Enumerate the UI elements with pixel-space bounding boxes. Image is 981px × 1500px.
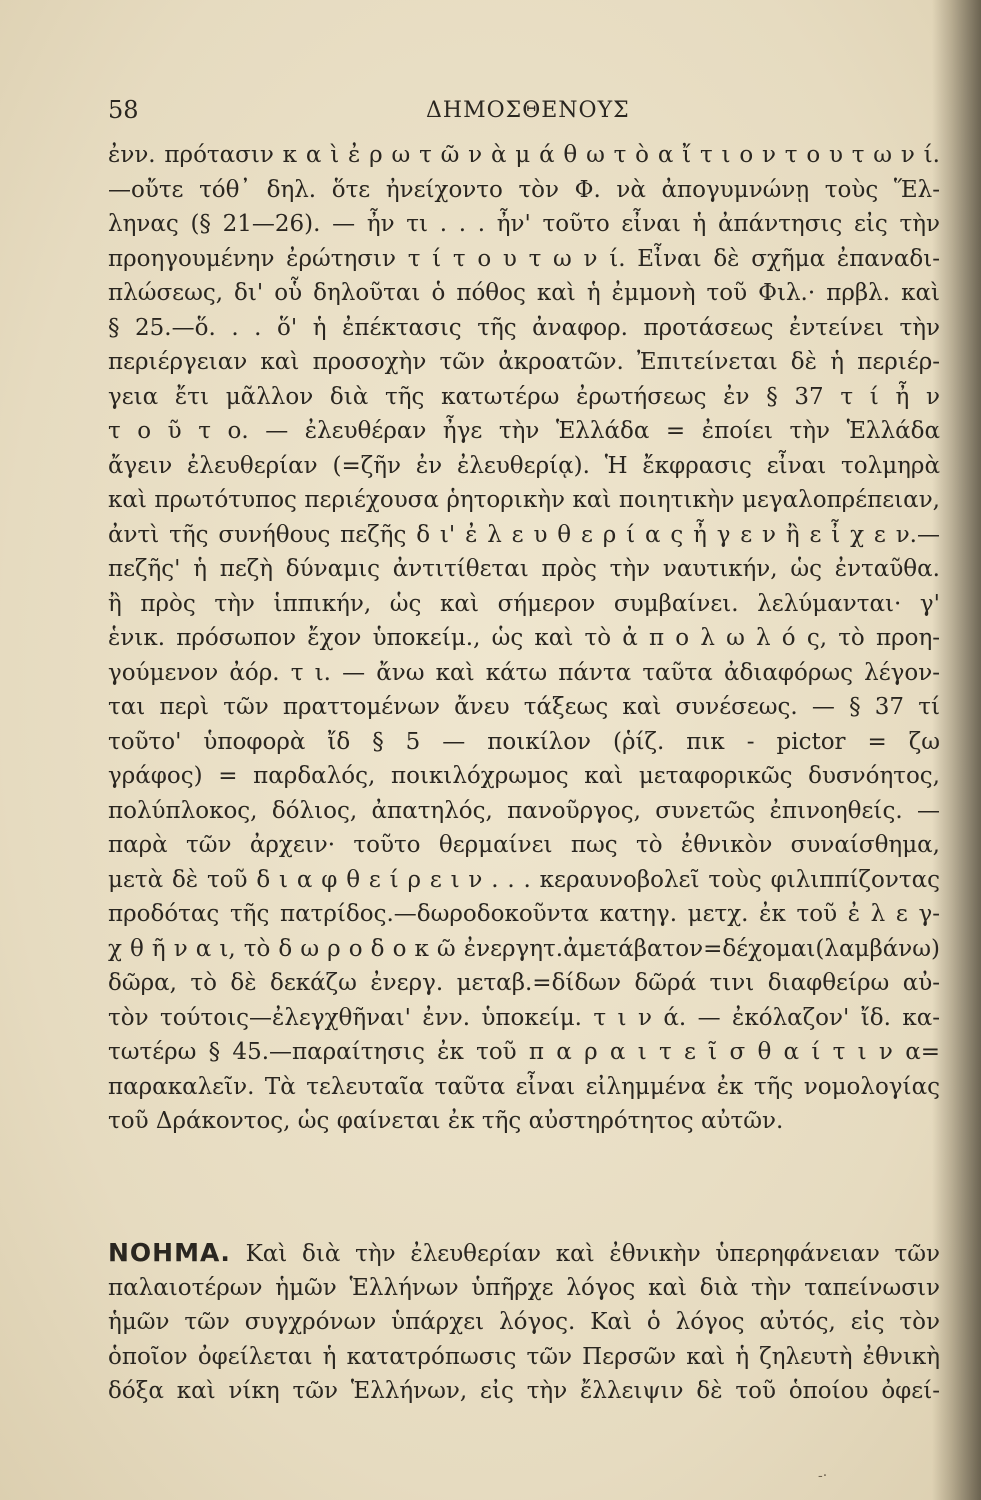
commentary-line: τοῦτο' ὑποφορὰ ἴδ § 5 — ποικίλον (ῥίζ. πικ - pictor = ζω [108, 728, 940, 755]
commentary-line: τ ο ῦ τ ο. — ἐλευθέραν ἦγε τὴν Ἑλλάδα = ἐποίει τὴν Ἑλλάδα [108, 418, 940, 444]
commentary-line: τοῦ Δράκοντος, ὡς φαίνεται ἐκ τῆς αὐστηρότητος αὐτῶν. [108, 1108, 784, 1134]
commentary-line: προδότας τῆς πατρίδος.—δωροδοκοῦντα κατηγ. μετχ. ἐκ τοῦ ἐ λ ε γ- [108, 901, 940, 927]
commentary-line: προηγουμένην ἐρώτησιν τ ί τ ο υ τ ω ν ί. Εἶναι δὲ σχῆμα ἐπαναδι- [108, 245, 940, 272]
noema-line: ὁποῖον ὀφείλεται ἡ κατατρόπωσις τῶν Περσῶν καὶ ἡ ζηλευτὴ ἐθνικὴ [108, 1343, 940, 1370]
page-header [108, 96, 938, 130]
commentary-line: μετὰ δὲ τοῦ δ ι α φ θ ε ί ρ ε ι ν . . . κεραυνοβολεῖ τοὺς φιλιππίζοντας [108, 866, 940, 893]
commentary-line: ἑνικ. πρόσωπον ἔχον ὑποκείμ., ὡς καὶ τὸ ἀ π ο λ ω λ ό ς, τὸ προη- [108, 625, 940, 651]
noema-section [108, 1236, 940, 1409]
commentary-line: παρὰ τῶν ἀρχειν· τοῦτο θερμαίνει πως τὸ ἐθνικὸν συναίσθημα, [108, 832, 940, 858]
commentary-line: πλώσεως, δι' οὗ δηλοῦται ὁ πόθος καὶ ἡ ἐμμονὴ τοῦ Φιλ.· πρβλ. καὶ [108, 280, 940, 306]
noema-first-line [108, 1236, 940, 1271]
commentary-line: πεζῆς' ἡ πεζὴ δύναμις ἀντιτίθεται πρὸς τὴν ναυτικήν, ὡς ἐνταῦθα. [108, 556, 940, 582]
commentary-line: καὶ πρωτότυπος περιέχουσα ῥητορικὴν καὶ ποιητικὴν μεγαλοπρέπειαν, [108, 487, 940, 513]
noema-line: παλαιοτέρων ἡμῶν Ἑλλήνων ὑπῆρχε λόγος καὶ διὰ τὴν ταπείνωσιν [108, 1274, 940, 1301]
commentary-line: ἐνν. πρότασιν κ α ὶ ἐ ρ ω τ ῶ ν ὰ μ ά θ ω τ ὸ α ἴ τ ι ο ν τ ο υ τ ω ν ί. [108, 142, 940, 168]
noema-line: δόξα καὶ νίκη τῶν Ἑλλήνων, εἰς τὴν ἔλλειψιν δὲ τοῦ ὁποίου ὀφεί- [108, 1378, 940, 1405]
commentary-line: § 25.—ὅ. . . ὅ' ἡ ἐπέκτασις τῆς ἀναφορ. προτάσεως ἐντείνει τὴν [108, 314, 940, 341]
commentary-line: περιέργειαν καὶ προσοχὴν τῶν ἀκροατῶν. Ἐπιτείνεται δὲ ἡ περιέρ- [108, 349, 940, 375]
commentary-line: χ θ ῆ ν α ι, τὸ δ ω ρ ο δ ο κ ῶ ἐνεργητ.ἀμετάβατον=δέχομαι(λαμβάνω) [108, 935, 940, 962]
commentary-line: δῶρα, τὸ δὲ δεκάζω ἐνεργ. μεταβ.=δίδων δῶρά τινι διαφθείρω αὐ- [108, 970, 940, 996]
commentary-line: ληνας (§ 21—26). — ἦν τι . . . ἦν' τοῦτο εἶναι ἡ ἀπάντησις εἰς τὴν [108, 211, 940, 237]
commentary-text [108, 138, 940, 1139]
running-title: ΔΗΜΟΣΘΕΝΟΥΣ [426, 98, 630, 123]
commentary-line: ἢ πρὸς τὴν ἱππικήν, ὡς καὶ σήμερον συμβαίνει. λελύμανται· γ' [108, 590, 940, 617]
page-number: 58 [108, 96, 139, 124]
commentary-line: ἄγειν ἐλευθερίαν (=ζῆν ἐν ἐλευθερίᾳ). Ἡ ἔκφρασις εἶναι τολμηρὰ [108, 452, 940, 479]
commentary-line: γεια ἔτι μᾶλλον διὰ τῆς κατωτέρω ἐρωτήσεως ἐν § 37 τ ί ἦ ν [108, 383, 940, 410]
noema-first-line-text: Καὶ διὰ τὴν ἐλευθερίαν καὶ ἐθνικὴν ὑπερηφάνειαν τῶν [245, 1241, 940, 1267]
commentary-line: ἀντὶ τῆς συνήθους πεζῆς δ ι' ἐ λ ε υ θ ε ρ ί α ς ἦ γ ε ν ἢ ε ἶ χ ε ν.— [108, 521, 940, 548]
commentary-line: τωτέρω § 45.—παραίτησις ἐκ τοῦ π α ρ α ι τ ε ῖ σ θ α ί τ ι ν α= [108, 1039, 940, 1065]
commentary-line: γράφος) = παρδαλός, ποικιλόχρωμος καὶ μεταφορικῶς δυσνόητος, [108, 763, 940, 789]
noema-line: ἡμῶν τῶν συγχρόνων ὑπάρχει λόγος. Καὶ ὁ λόγος αὐτός, εἰς τὸν [108, 1309, 940, 1336]
commentary-line: γούμενον ἀόρ. τ ι. — ἄνω καὶ κάτω πάντα ταῦτα ἀδιαφόρως λέγον- [108, 659, 940, 686]
commentary-line: πολύπλοκος, δόλιος, ἀπατηλός, πανοῦργος, συνετῶς ἐπινοηθείς. — [108, 797, 940, 824]
commentary-line: τὸν τούτοις—ἐλεγχθῆναι' ἐνν. ὑποκείμ. τ ι ν ά. — ἐκόλαζον' ἴδ. κα- [108, 1004, 940, 1031]
commentary-line: ται περὶ τῶν πραττομένων ἄνευ τάξεως καὶ συνέσεως. — § 37 τί [108, 694, 940, 720]
commentary-line: παρακαλεῖν. Τὰ τελευταῖα ταῦτα εἶναι εἰλημμένα ἐκ τῆς νομολογίας [108, 1073, 940, 1100]
commentary-line: —οὔτε τόθ᾽ δηλ. ὅτε ἠνείχοντο τὸν Φ. νὰ ἀπογυμνώνῃ τοὺς Ἕλ- [108, 176, 940, 203]
footer-marks: -· [818, 1468, 828, 1484]
noema-label: ΝΟΗΜΑ. [108, 1238, 231, 1267]
